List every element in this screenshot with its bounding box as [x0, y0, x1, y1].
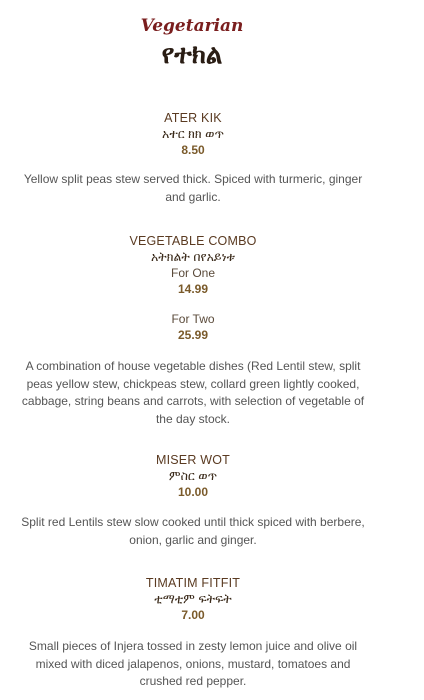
section-title: Vegetarian [140, 16, 244, 36]
item-description-block [18, 171, 368, 206]
item-description-block [18, 638, 368, 691]
menu-item-miser-wot [18, 452, 368, 500]
menu-item-vegetable-combo [18, 233, 368, 297]
option-for-two [18, 311, 368, 343]
option-label-for-two: For Two [171, 312, 215, 326]
section-subtitle-amharic: የተክል [161, 40, 223, 70]
menu-item-timatim-fitfit [18, 575, 368, 623]
item-description: Small pieces of Injera tossed in zesty lemon juice and olive oil mixed with diced jalapenos, onions, mustard, tomatoes and crushed red pepper. [28, 639, 358, 688]
item-description: Split red Lentils stew slow cooked until thick spiced with berbere, onion, garlic and ginger. [21, 515, 365, 547]
option-price-for-two: 25.99 [177, 328, 209, 342]
item-name: ATER KIK [164, 111, 222, 125]
item-amharic-name: ቲማቲም ፍትፍት [154, 592, 232, 606]
option-price-for-one: 14.99 [177, 282, 209, 296]
item-name: TIMATIM FITFIT [145, 576, 241, 590]
item-price: 8.50 [181, 143, 205, 157]
item-description: A combination of house vegetable dishes (Red Lentil stew, split peas yellow stew, chickpeas stew, collard green lightly cooked, cabbage, string beans and carrots, with selection of vegetable of the day stock. [21, 359, 365, 426]
menu-item-ater-kik [18, 110, 368, 158]
item-amharic-name: አተር ክክ ወጥ [162, 127, 224, 141]
item-name: MISER WOT [155, 453, 231, 467]
item-price: 10.00 [177, 485, 209, 499]
item-name: VEGETABLE COMBO [129, 234, 257, 248]
item-amharic-name: ምስር ወጥ [168, 469, 218, 483]
option-label-for-one: For One [170, 266, 215, 280]
item-description-block [18, 514, 368, 549]
item-description: Yellow split peas stew served thick. Spiced with turmeric, ginger and garlic. [23, 172, 363, 204]
item-description-block [18, 358, 368, 428]
item-price: 7.00 [181, 608, 205, 622]
item-amharic-name: አትክልት በየአይነቱ [150, 250, 236, 264]
